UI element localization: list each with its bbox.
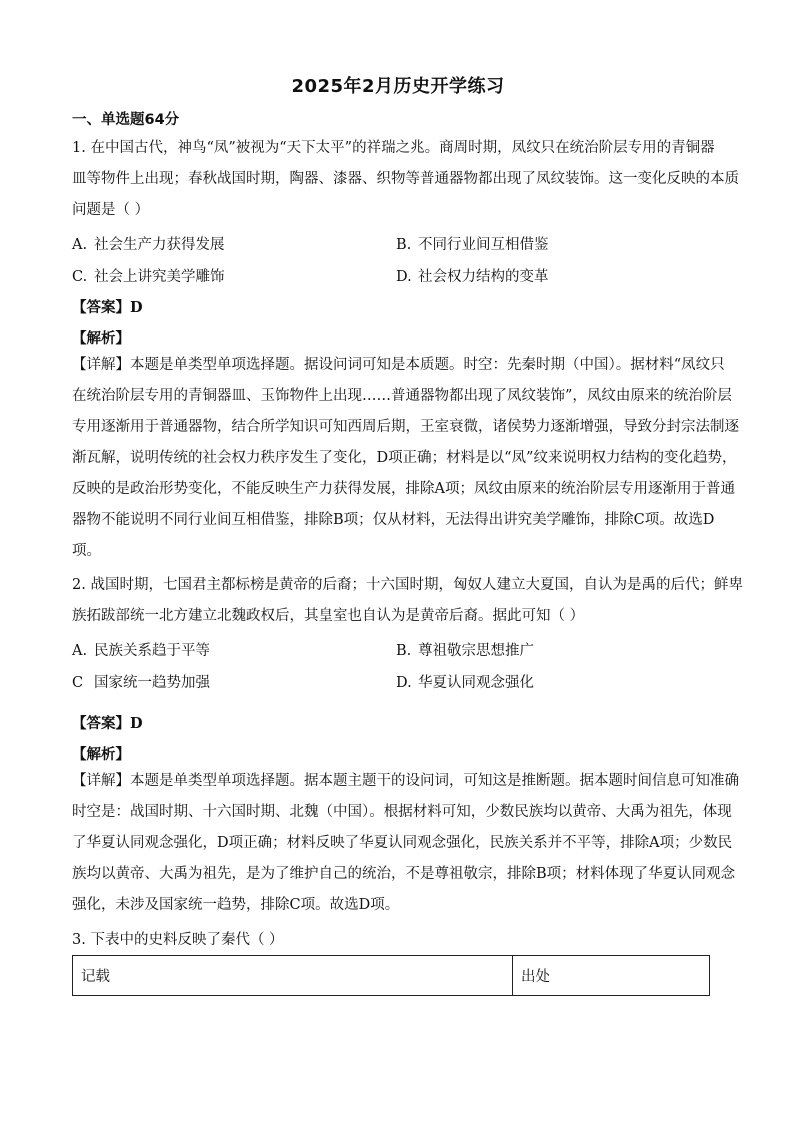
- analysis-label: 【解析】: [72, 746, 130, 763]
- option-c: C 国家统一趋势加强: [72, 675, 210, 691]
- answer-label: 【答案】D: [72, 299, 143, 316]
- document-title: 2025年2月历史开学练习: [291, 76, 505, 97]
- section-heading: 一、单选题64分: [72, 112, 180, 128]
- detail-line: 项。: [72, 543, 101, 559]
- option-b: B. 不同行业间互相借鉴: [396, 237, 549, 253]
- stem-line: 2. 战国时期，七国君主都标榜是黄帝的后裔；十六国时期，匈奴人建立大夏国，自认为是禹的后代；鲜卑: [72, 577, 743, 593]
- detail-line: 了华夏认同观念强化，D项正确；材料反映了华夏认同观念强化，民族关系并不平等，排除A项；少数民: [72, 835, 733, 851]
- detail-line: 族均以黄帝、大禹为祖先，是为了维护自己的统治，不是尊祖敬宗，排除B项；材料体现了华夏认同观念: [72, 866, 736, 882]
- option-c: C. 社会上讲究美学雕饰: [72, 269, 225, 285]
- detail-line: 【详解】本题是单类型单项选择题。据本题主题干的设问词，可知这是推断题。据本题时间信息可知准确: [72, 773, 739, 789]
- table-header-row: [73, 956, 710, 996]
- detail-line: 器物不能说明不同行业间互相借鉴，排除B项；仅从材料，无法得出讲究美学雕饰，排除C项。故选D: [72, 512, 715, 528]
- question-2-detail: [72, 766, 739, 921]
- option-a: A. 社会生产力获得发展: [72, 237, 225, 253]
- stem-line: 3. 下表中的史料反映了秦代（ ）: [72, 932, 284, 948]
- answer-label: 【答案】D: [72, 715, 143, 732]
- question-1-stem: [72, 133, 739, 226]
- source-table: [72, 955, 710, 996]
- question-1-detail: [72, 350, 739, 567]
- detail-line: 时空是：战国时期、十六国时期、北魏（中国）。根据材料可知，少数民族均以黄帝、大禹为祖先，体现: [72, 804, 732, 820]
- stem-line: 族拓跋部统一北方建立北魏政权后，其皇室也自认为是黄帝后裔。据此可知（ ）: [72, 608, 585, 624]
- question-3-stem: [72, 925, 724, 956]
- analysis-label: 【解析】: [72, 330, 130, 347]
- table-header-cell: 记载: [73, 956, 513, 996]
- detail-line: 在统治阶层专用的青铜器皿、玉饰物件上出现……普通器物都出现了凤纹装饰”，凤纹由原来的统治阶层: [72, 388, 732, 404]
- question-2-stem: [72, 570, 743, 632]
- stem-line: 1. 在中国古代，神鸟“凤”被视为“天下太平”的祥瑞之兆。商周时期，凤纹只在统治阶层专用的青铜器: [72, 140, 715, 156]
- detail-line: 专用逐渐用于普通器物，结合所学知识可知西周后期，王室衰微，诸侯势力逐渐增强，导致分封宗法制逐: [72, 419, 739, 435]
- option-a: A. 民族关系趋于平等: [72, 643, 210, 659]
- detail-line: 反映的是政治形势变化，不能反映生产力获得发展，排除A项；凤纹由原来的统治阶层专用逐渐用于普通: [72, 481, 735, 497]
- option-d: D. 华夏认同观念强化: [396, 675, 534, 691]
- stem-line: 皿等物件上出现；春秋战国时期，陶器、漆器、织物等普通器物都出现了凤纹装饰。这一变化反映的本质: [72, 171, 739, 187]
- detail-line: 强化，未涉及国家统一趋势，排除C项。故选D项。: [72, 897, 400, 913]
- table-header-cell: 出处: [513, 956, 710, 996]
- detail-line: 【详解】本题是单类型单项选择题。据设问词可知是本质题。时空：先秦时期（中国）。据材料“凤纹只: [72, 357, 725, 373]
- stem-line: 问题是（ ）: [72, 202, 150, 218]
- detail-line: 渐瓦解，说明传统的社会权力秩序发生了变化，D项正确；材料是以“凤”纹来说明权力结构的变化趋势，: [72, 450, 737, 466]
- option-d: D. 社会权力结构的变革: [396, 269, 549, 285]
- option-b: B. 尊祖敬宗思想推广: [396, 643, 534, 659]
